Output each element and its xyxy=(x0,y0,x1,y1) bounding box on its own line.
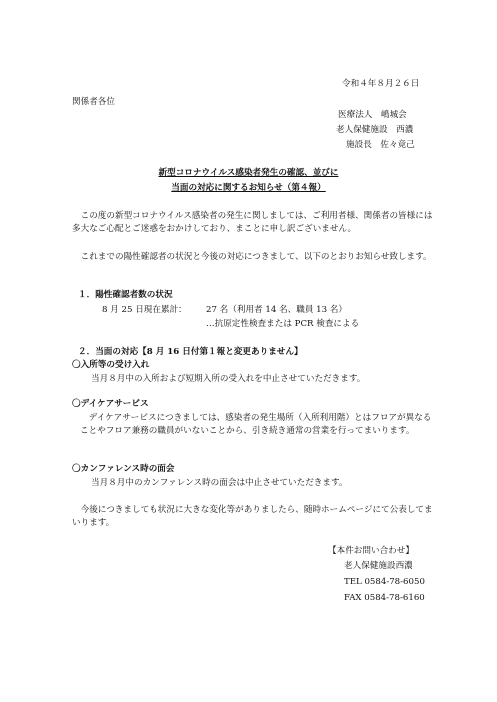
item-daycare-title: 〇デイケアサービス xyxy=(72,399,149,409)
closing-paragraph: 今後につきましても状況に大きな変化等がありましたら、随時ホームページにて公表してまいります。 xyxy=(72,505,433,528)
sender-head: 施設長 佐々竟己 xyxy=(346,140,415,150)
intro-paragraph-2: これまでの陽性確認者の状況と今後の対応につきまして、以下のとおりお知らせ致します。 xyxy=(80,252,432,262)
sender-facility: 老人保健施設 西濃 xyxy=(336,125,414,135)
sender-organization: 医療法人 嶋城会 xyxy=(338,110,407,120)
section1-count-label: 8 月 25 日現在累計： xyxy=(102,305,187,315)
contact-fax: FAX 0584-78-6160 xyxy=(344,593,425,603)
item-admission-body: 当月８月中の入所および短期入所の受入れを中止させていただきます。 xyxy=(91,374,366,384)
contact-tel: TEL 0584-78-6050 xyxy=(344,577,425,587)
item-daycare-body: デイケアサービスにつきましては、感染者の発生場所（入所利用階）とはフロアが異なることやフロア兼務の職員がいないことから、引き続き通常の営業を行ってまいります。 xyxy=(80,413,432,436)
contact-heading: 【本件お問い合わせ】 xyxy=(328,546,414,556)
intro-paragraph-1: この度の新型コロナウイルス感染者の発生に関しましては、ご利用者様、関係者の皆様には多大なご心配とご迷惑をおかけしており、まことに申し訳ございません。 xyxy=(72,211,433,234)
section2-heading: ２．当面の対応【8 月 16 日付第１報と変更ありません】 xyxy=(78,347,303,357)
document-date: 令和４年８月２６日 xyxy=(342,79,420,89)
item-conference-body: 当月８月中のカンファレンス時の面会は中止させていただきます。 xyxy=(91,478,348,488)
document-title-line2: 当面の対応に関するお知らせ（第４報） xyxy=(171,183,326,193)
item-admission-title: 〇入所等の受け入れ xyxy=(72,360,150,370)
addressee: 関係者各位 xyxy=(72,97,115,107)
section1-count-value: 27 名（利用者 14 名、職員 13 名） xyxy=(206,305,347,315)
document-title-line1: 新型コロナウイルス感染者発生の確認、並びに xyxy=(158,168,339,178)
item-conference-title: 〇カンファレンス時の面会 xyxy=(72,464,175,474)
section1-test-note: …抗原定性検査または PCR 検査による xyxy=(206,319,360,329)
section1-heading: １．陽性確認者数の状況 xyxy=(78,290,173,300)
contact-facility: 老人保健施設西濃 xyxy=(344,561,413,571)
